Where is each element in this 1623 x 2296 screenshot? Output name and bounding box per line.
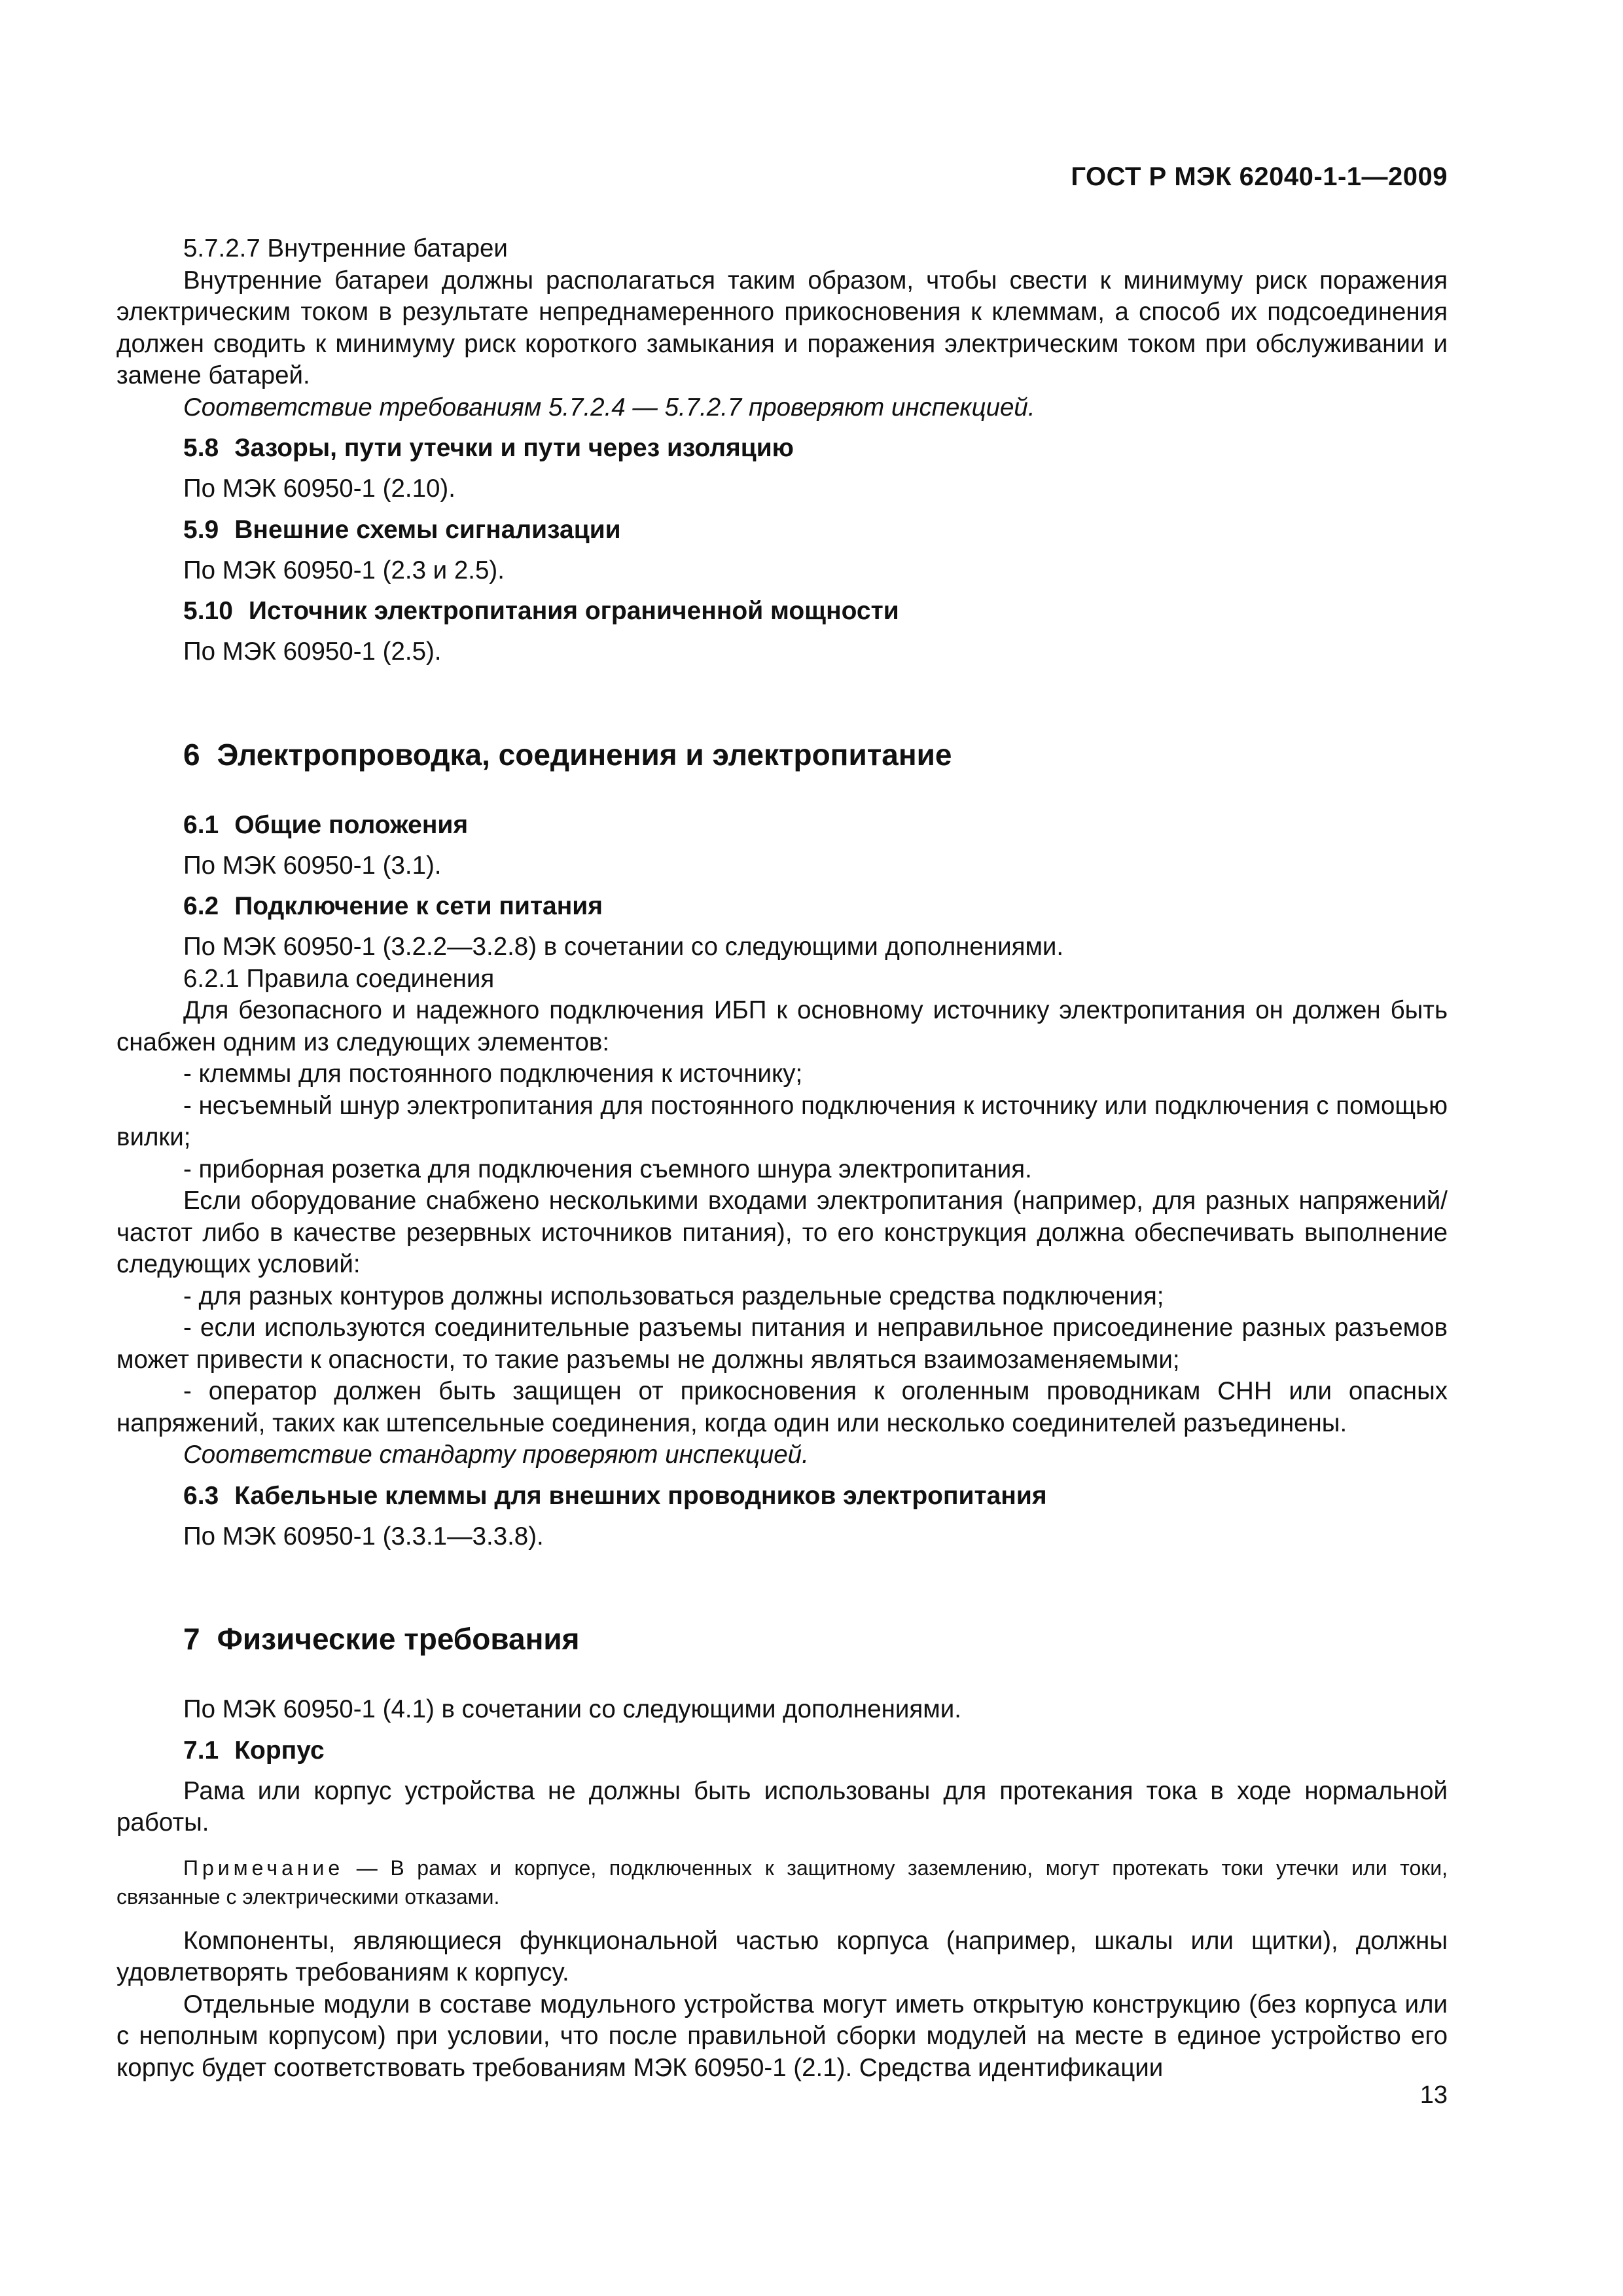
paragraph: По МЭК 60950-1 (3.2.2—3.2.8) в сочетании со следующими дополнениями. <box>183 933 1064 961</box>
clause-heading-5-10 <box>116 596 1448 627</box>
clause-number: 5.10 <box>183 597 233 625</box>
list-item: - оператор должен быть защищен от прикосновения к оголенным проводникам СНН или опасных напряжений, таких как штепсельные соединения, когда один или несколько соединителей разъединены. <box>116 1377 1448 1437</box>
page-number: 13 <box>1419 2081 1448 2109</box>
paragraph: Для безопасного и надежного подключения ИБП к основному источнику электропитания он должен быть снабжен одним из следующих элементов: <box>116 996 1448 1056</box>
clause-heading-7-1 <box>116 1735 1448 1767</box>
note-label: Примечание <box>183 1856 344 1880</box>
paragraph: Отдельные модули в составе модульного устройства могут иметь открытую конструкцию (без корпуса или с неполным корпусом) при условии, что после правильной сборки модулей на месте в единое устройство его корпус будет соответствовать требованиям МЭК 60950-1 (2.1). Средства идентификации <box>116 1990 1448 2082</box>
clause-title: Подключение к сети питания <box>234 892 603 920</box>
clause-heading-6-2 <box>116 891 1448 922</box>
paragraph: По МЭК 60950-1 (3.3.1—3.3.8). <box>183 1522 544 1551</box>
paragraph: По МЭК 60950-1 (2.10). <box>183 475 455 503</box>
paragraph: По МЭК 60950-1 (2.3 и 2.5). <box>183 556 505 584</box>
list-item: - приборная розетка для подключения съемного шнура электропитания. <box>183 1155 1032 1183</box>
clause-title: Кабельные клеммы для внешних проводников электропитания <box>234 1481 1047 1510</box>
section-number: 6 <box>183 737 200 772</box>
clause-heading-5-9 <box>116 514 1448 546</box>
section-title: Физические требования <box>217 1622 580 1656</box>
section-number: 7 <box>183 1622 200 1656</box>
compliance-check: Соответствие требованиям 5.7.2.4 — 5.7.2.7 проверяют инспекцией. <box>183 393 1035 422</box>
section-heading-7 <box>116 1621 1448 1657</box>
clause-number: 6.2 <box>183 892 219 920</box>
clause-number: 6.1 <box>183 810 219 839</box>
standard-designation: ГОСТ Р МЭК 62040-1-1—2009 <box>1071 162 1448 191</box>
clause-number: 6.3 <box>183 1481 219 1510</box>
section-title: Электропроводка, соединения и электропитание <box>217 737 952 772</box>
note <box>116 1854 1448 1911</box>
list-item: - клеммы для постоянного подключения к источнику; <box>183 1060 803 1088</box>
list-item: - несъемный шнур электропитания для постоянного подключения к источнику или подключения с помощью вилки; <box>116 1091 1448 1151</box>
list-item: - для разных контуров должны использоваться раздельные средства подключения; <box>183 1282 1164 1310</box>
clause-title: Общие положения <box>234 810 469 839</box>
subsection-heading-5-7-2-7: 5.7.2.7 Внутренние батареи <box>183 234 508 262</box>
clause-title: Источник электропитания ограниченной мощности <box>248 597 899 625</box>
section-heading-6 <box>116 736 1448 773</box>
subsection-heading-6-2-1: 6.2.1 Правила соединения <box>183 964 495 993</box>
clause-number: 5.8 <box>183 434 219 462</box>
clause-heading-5-8 <box>116 433 1448 464</box>
list-item: - если используются соединительные разъемы питания и неправильное присоединение разных разъемов может привести к опасности, то такие разъемы не должны являться взаимозаменяемыми; <box>116 1314 1448 1374</box>
clause-title: Корпус <box>234 1736 325 1765</box>
paragraph: Рама или корпус устройства не должны быть использованы для протекания тока в ходе нормальной работы. <box>116 1776 1448 1837</box>
paragraph: По МЭК 60950-1 (2.5). <box>183 637 442 666</box>
clause-number: 5.9 <box>183 515 219 544</box>
document-body <box>116 233 1448 2084</box>
clause-title: Внешние схемы сигнализации <box>234 515 621 544</box>
paragraph: По МЭК 60950-1 (3.1). <box>183 851 442 880</box>
clause-title: Зазоры, пути утечки и пути через изоляцию <box>234 434 794 462</box>
paragraph: По МЭК 60950-1 (4.1) в сочетании со следующими дополнениями. <box>183 1695 961 1723</box>
paragraph: Внутренние батареи должны располагаться таким образом, чтобы свести к минимуму риск поражения электрическим током в результате непреднамеренного прикосновения к клеммам, а способ их подсоединения должен сводить к минимуму риск короткого замыкания и поражения электрическим током при обслуживании и замене батарей. <box>116 266 1448 389</box>
paragraph: Компоненты, являющиеся функциональной частью корпуса (например, шкалы или щитки), должны удовлетворять требованиям к корпусу. <box>116 1926 1448 1986</box>
clause-number: 7.1 <box>183 1736 219 1765</box>
clause-heading-6-1 <box>116 810 1448 841</box>
clause-heading-6-3 <box>116 1480 1448 1512</box>
paragraph: Если оборудование снабжено несколькими входами электропитания (например, для разных напряжений/частот либо в качестве резервных источников питания), то его конструкция должна обеспечивать выполнение следующих условий: <box>116 1187 1448 1278</box>
compliance-check: Соответствие стандарту проверяют инспекцией. <box>183 1441 809 1469</box>
note-text: — В рамах и корпусе, подключенных к защитному заземлению, могут протекать токи утечки или токи, связанные с электрическими отказами. <box>116 1856 1448 1909</box>
